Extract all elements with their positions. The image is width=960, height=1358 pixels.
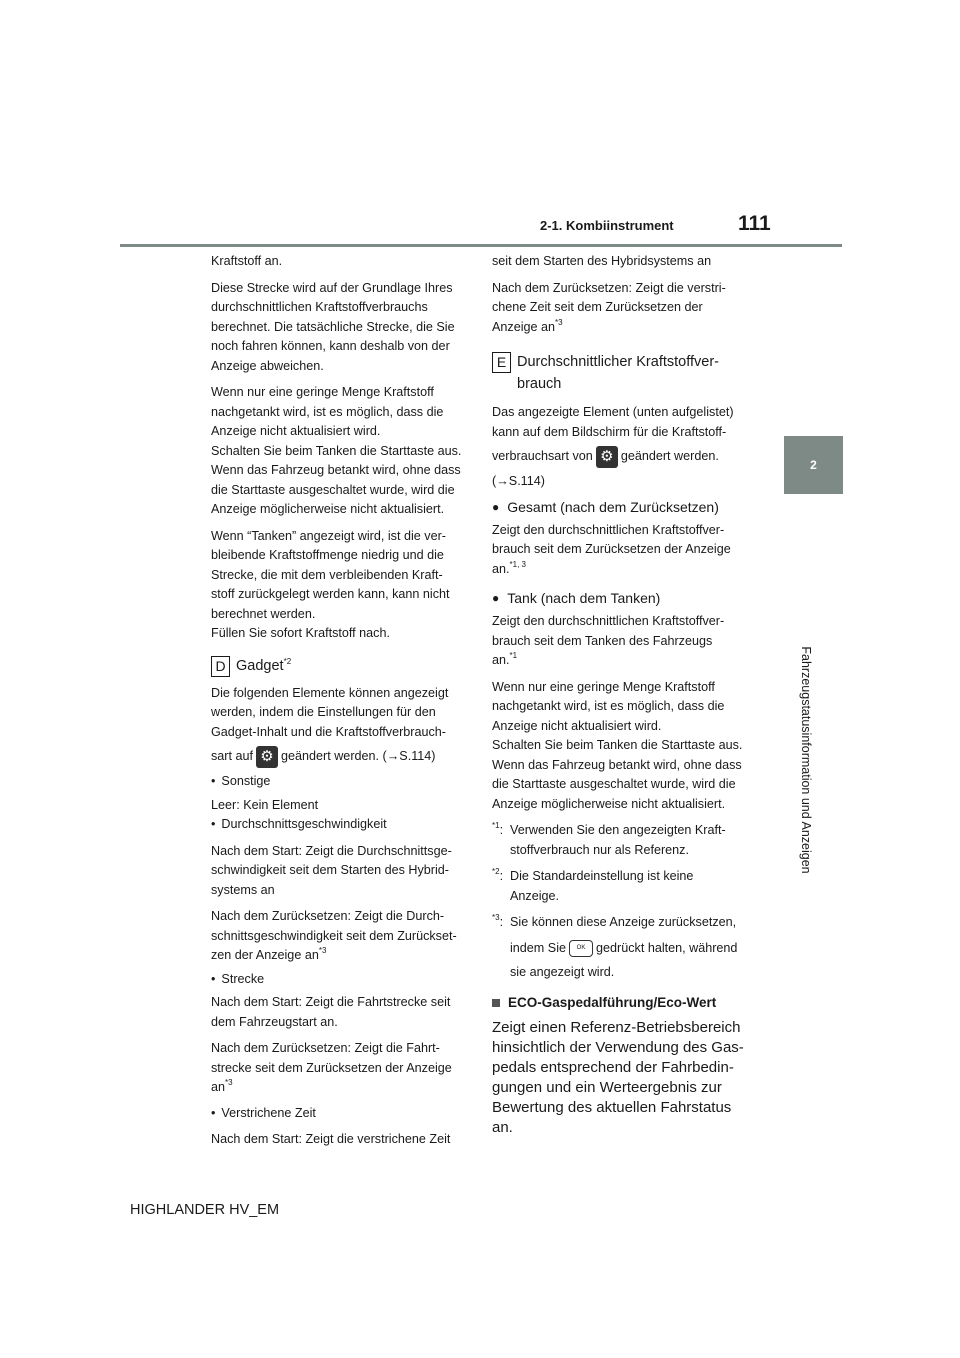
list-item-label: Durchschnittsgeschwindigkeit xyxy=(221,817,387,831)
paragraph: Zeigt einen Referenz-Betriebsbereich hinsichtlich der Verwendung des Gas- pedals entsprechend der Fahrbedin- gungen und ein Werteergebnis zur Bewertung des aktuellen Fahrstatus an. xyxy=(492,1019,744,1136)
bullet: • xyxy=(211,1105,216,1120)
list-item-label: Verstrichene Zeit xyxy=(221,1105,316,1120)
page-number: 111 xyxy=(738,212,771,235)
footnote-text: Die Standardeinstellung ist keine Anzeige. xyxy=(510,869,694,903)
text: Nach dem Zurücksetzen: Zeigt die Durch- schnittsgeschwindigkeit seit dem Zurückset- zen der Anzeige an xyxy=(211,909,457,962)
list-item xyxy=(211,772,471,792)
paragraph: Leer: Kein Element xyxy=(211,797,319,812)
footnote-ref: *3 xyxy=(318,946,327,955)
footnote-colon: : xyxy=(499,823,504,837)
gear-icon: ⚙ xyxy=(596,446,618,468)
list-item-label: Strecke xyxy=(221,971,265,986)
paragraph: Wenn nur eine geringe Menge Kraftstoff nachgetankt wird, ist es möglich, dass die Anzeige nicht aktualisiert wird. Schalten Sie beim Tanken die Starttaste aus. Wenn das Fahrzeug betankt wird, ohne dass die Starttaste ausgeschaltet wurde, wird die Anzeige möglicherweise nicht aktualisiert. xyxy=(492,679,743,811)
paragraph: Nach dem Start: Zeigt die Fahrtstrecke seit dem Fahrzeugstart an. xyxy=(211,995,451,1029)
subsection-title: Gesamt (nach dem Zurücksetzen) xyxy=(507,498,719,515)
section-d-heading xyxy=(211,655,471,677)
text: geändert werden. (→S.114) xyxy=(281,749,436,763)
paragraph: Nach dem Start: Zeigt die Durchschnittsge- schwindigkeit seit dem Starten des Hybrid- systems an xyxy=(211,843,452,897)
footnote-ref: *1 xyxy=(509,651,518,660)
text: Zeigt den durchschnittlichen Kraftstoffver- brauch seit dem Tanken des Fahrzeugs an. xyxy=(492,614,725,667)
list-item xyxy=(211,815,471,835)
paragraph-with-icon xyxy=(211,742,471,770)
footnote-ref: *2 xyxy=(283,656,292,666)
section-d-title: Gadget xyxy=(236,657,284,674)
text: Nach dem Zurücksetzen: Zeigt die Fahrt- strecke seit dem Zurücksetzen der Anzeige an xyxy=(211,1041,452,1094)
paragraph: (→S.114) xyxy=(492,474,545,488)
bullet-dot: ● xyxy=(492,499,500,514)
section-e-title: Durchschnittlicher Kraftstoffver- brauch xyxy=(517,354,719,392)
section-label-d: D xyxy=(211,656,230,677)
section-e-heading xyxy=(492,351,754,395)
footnote-colon: : xyxy=(499,915,504,929)
list-item xyxy=(211,1104,471,1124)
footnote-text: Verwenden Sie den angezeigten Kraft- stoffverbrauch nur als Referenz. xyxy=(510,823,726,857)
chapter-vertical-title-text: Fahrzeugstatusinformation und Anzeigen xyxy=(799,646,813,874)
header-rule xyxy=(120,244,842,247)
subsection-heading xyxy=(492,496,754,518)
right-column xyxy=(492,252,754,1138)
section-title: 2-1. Kombiinstrument xyxy=(540,218,674,233)
bullet: • xyxy=(211,774,216,788)
footnote xyxy=(492,913,754,982)
paragraph: Wenn nur eine geringe Menge Kraftstoff nachgetankt wird, ist es möglich, dass die Anzeige nicht aktualisiert wird. Schalten Sie beim Tanken die Starttaste aus. Wenn das Fahrzeug betankt wird, ohne dass die Starttaste ausgeschaltet wurde, wird die Anzeige möglicherweise nicht aktualisiert. xyxy=(211,385,462,516)
footnote-ref: *3 xyxy=(225,1078,233,1087)
subsection-heading xyxy=(492,587,754,609)
list-item-label: Sonstige xyxy=(221,774,271,788)
section-title: ECO-Gaspedalführung/Eco-Wert xyxy=(508,995,717,1010)
paragraph xyxy=(492,521,754,580)
paragraph xyxy=(492,612,754,671)
left-column xyxy=(211,252,471,1150)
footnote-ref: *1, 3 xyxy=(509,559,526,569)
paragraph: Nach dem Start: Zeigt die verstrichene Zeit xyxy=(211,1132,451,1146)
bullet: • xyxy=(211,817,216,831)
list-item xyxy=(211,970,471,990)
paragraph xyxy=(211,1039,471,1098)
footnote-colon: : xyxy=(499,869,504,883)
text: sie angezeigt wird. xyxy=(510,964,615,979)
footnote-ref: *3 xyxy=(555,317,563,327)
text: indem Sie xyxy=(510,940,567,955)
paragraph: seit dem Starten des Hybridsystems an xyxy=(492,254,712,268)
footnote xyxy=(492,821,754,860)
section-label-e: E xyxy=(492,352,511,373)
paragraph: Wenn “Tanken” angezeigt wird, ist die ver- bleibende Kraftstoffmenge niedrig und die Strecke, die mit dem verbleibenden Kraft- stoff zurückgelegt werden kann, kann nicht berechnet werden. Füllen Sie sofort Kraftstoff nach. xyxy=(211,528,450,640)
text: verbrauchsart von xyxy=(492,449,593,463)
footnote-key: *3 xyxy=(492,913,500,922)
gear-icon: ⚙ xyxy=(256,746,278,768)
text: Zeigt den durchschnittlichen Kraftstoffver- brauch seit dem Zurücksetzen der Anzeige an. xyxy=(492,522,731,576)
paragraph xyxy=(492,279,754,338)
ok-button-icon: OK xyxy=(569,940,593,957)
square-bullet-icon xyxy=(492,999,500,1007)
chapter-tab[interactable]: 2 xyxy=(784,436,843,494)
text: Nach dem Zurücksetzen: Zeigt die verstri- chene Zeit seit dem Zurücksetzen der Anzeige an xyxy=(492,280,726,334)
footnote xyxy=(492,867,754,906)
text: sart auf xyxy=(211,749,253,763)
bullet-dot: ● xyxy=(492,591,500,605)
paragraph: Kraftstoff an. xyxy=(211,254,283,268)
subsection-title: Tank (nach dem Tanken) xyxy=(507,590,661,606)
paragraph: Diese Strecke wird auf der Grundlage Ihres durchschnittlichen Kraftstoffverbrauchs berechnet. Die tatsächliche Strecke, die Sie noch fahren können, kann deshalb von der Anzeige abweichen. xyxy=(211,280,455,373)
paragraph: Das angezeigte Element (unten aufgelistet) kann auf dem Bildschirm für die Kraftstoff- xyxy=(492,405,734,439)
paragraph: Die folgenden Elemente können angezeigt werden, indem die Einstellungen für den Gadget-Inhalt und die Kraftstoffverbrauch- xyxy=(211,685,449,739)
section-heading xyxy=(492,992,754,1014)
footnote-key: *2 xyxy=(492,867,500,876)
paragraph xyxy=(211,907,471,966)
bullet: • xyxy=(211,971,216,986)
text: geändert werden. xyxy=(620,449,719,463)
footnote-text: Sie können diese Anzeige zurücksetzen, xyxy=(510,915,737,929)
text: gedrückt halten, während xyxy=(596,940,738,955)
footnote-key: *1 xyxy=(492,821,500,830)
paragraph-with-icon xyxy=(492,442,754,470)
footer-model: HIGHLANDER HV_EM xyxy=(130,1202,280,1218)
